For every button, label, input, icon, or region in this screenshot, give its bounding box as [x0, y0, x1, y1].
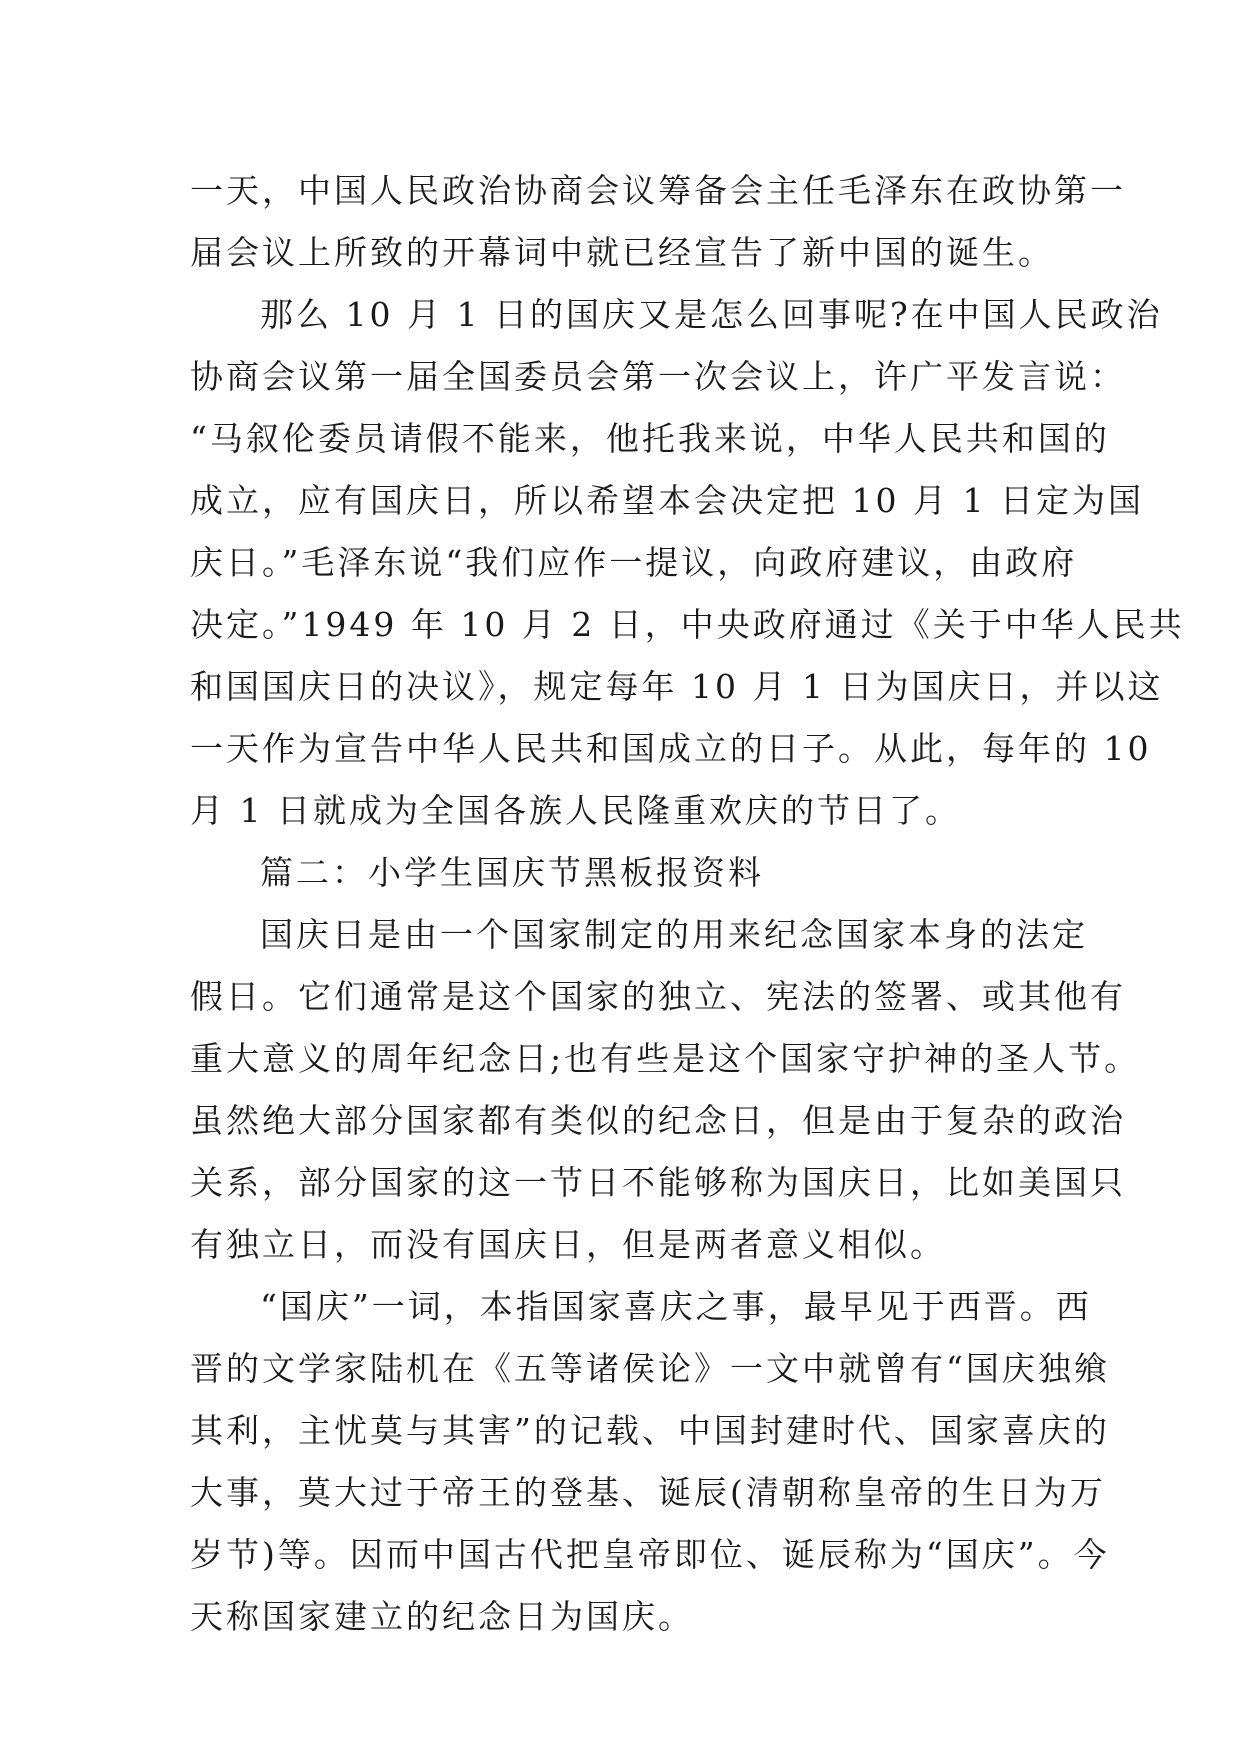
text-line: 晋的文学家陆机在《五等诸侯论》一文中就曾有“国庆独飨 [190, 1349, 1110, 1388]
text-line: 虽然绝大部分国家都有类似的纪念日，但是由于复杂的政治 [190, 1101, 1126, 1140]
text-line: 天称国家建立的纪念日为国庆。 [190, 1597, 694, 1636]
text-line: 成立，应有国庆日，所以希望本会决定把 10 月 1 日定为国 [190, 481, 1144, 520]
text-line: 庆日。”毛泽东说“我们应作一提议，向政府建议，由政府 [190, 543, 1078, 582]
text-line: 假日。它们通常是这个国家的独立、宪法的签署、或其他有 [190, 977, 1126, 1016]
text-line: 月 1 日就成为全国各族人民隆重欢庆的节日了。 [190, 791, 961, 830]
text-line: 重大意义的周年纪念日;也有些是这个国家守护神的圣人节。 [190, 1039, 1141, 1078]
text-line: 和国国庆日的决议》，规定每年 10 月 1 日为国庆日，并以这 [190, 667, 1164, 706]
text-line: 届会议上所致的开幕词中就已经宣告了新中国的诞生。 [190, 233, 1054, 272]
paragraph-start-line: 那么 10 月 1 日的国庆又是怎么回事呢?在中国人民政治 [260, 295, 1163, 334]
paragraph-start-line: “国庆”一词，本指国家喜庆之事，最早见于西晋。西 [260, 1287, 1092, 1326]
text-line: 大事，莫大过于帝王的登基、诞辰(清朝称皇帝的生日为万 [190, 1473, 1106, 1512]
text-line: 一天，中国人民政治协商会议筹备会主任毛泽东在政协第一 [190, 171, 1126, 210]
text-line: 一天作为宣告中华人民共和国成立的日子。从此，每年的 10 [190, 729, 1152, 768]
text-line: 协商会议第一届全国委员会第一次会议上，许广平发言说： [190, 357, 1126, 396]
text-line: 关系，部分国家的这一节日不能够称为国庆日，比如美国只 [190, 1163, 1126, 1202]
text-line: 其利，主忧莫与其害”的记载、中国封建时代、国家喜庆的 [190, 1411, 1110, 1450]
text-line: 岁节)等。因而中国古代把皇帝即位、诞辰称为“国庆”。今 [190, 1535, 1110, 1574]
document-body [190, 160, 1185, 1648]
text-line: 决定。”1949 年 10 月 2 日，中央政府通过《关于中华人民共 [190, 605, 1185, 644]
section-heading: 篇二：小学生国庆节黑板报资料 [260, 853, 764, 892]
text-line: “马叙伦委员请假不能来，他托我来说，中华人民共和国的 [190, 419, 1110, 458]
text-line: 有独立日，而没有国庆日，但是两者意义相似。 [190, 1225, 946, 1264]
paragraph-start-line: 国庆日是由一个国家制定的用来纪念国家本身的法定 [260, 915, 1088, 954]
